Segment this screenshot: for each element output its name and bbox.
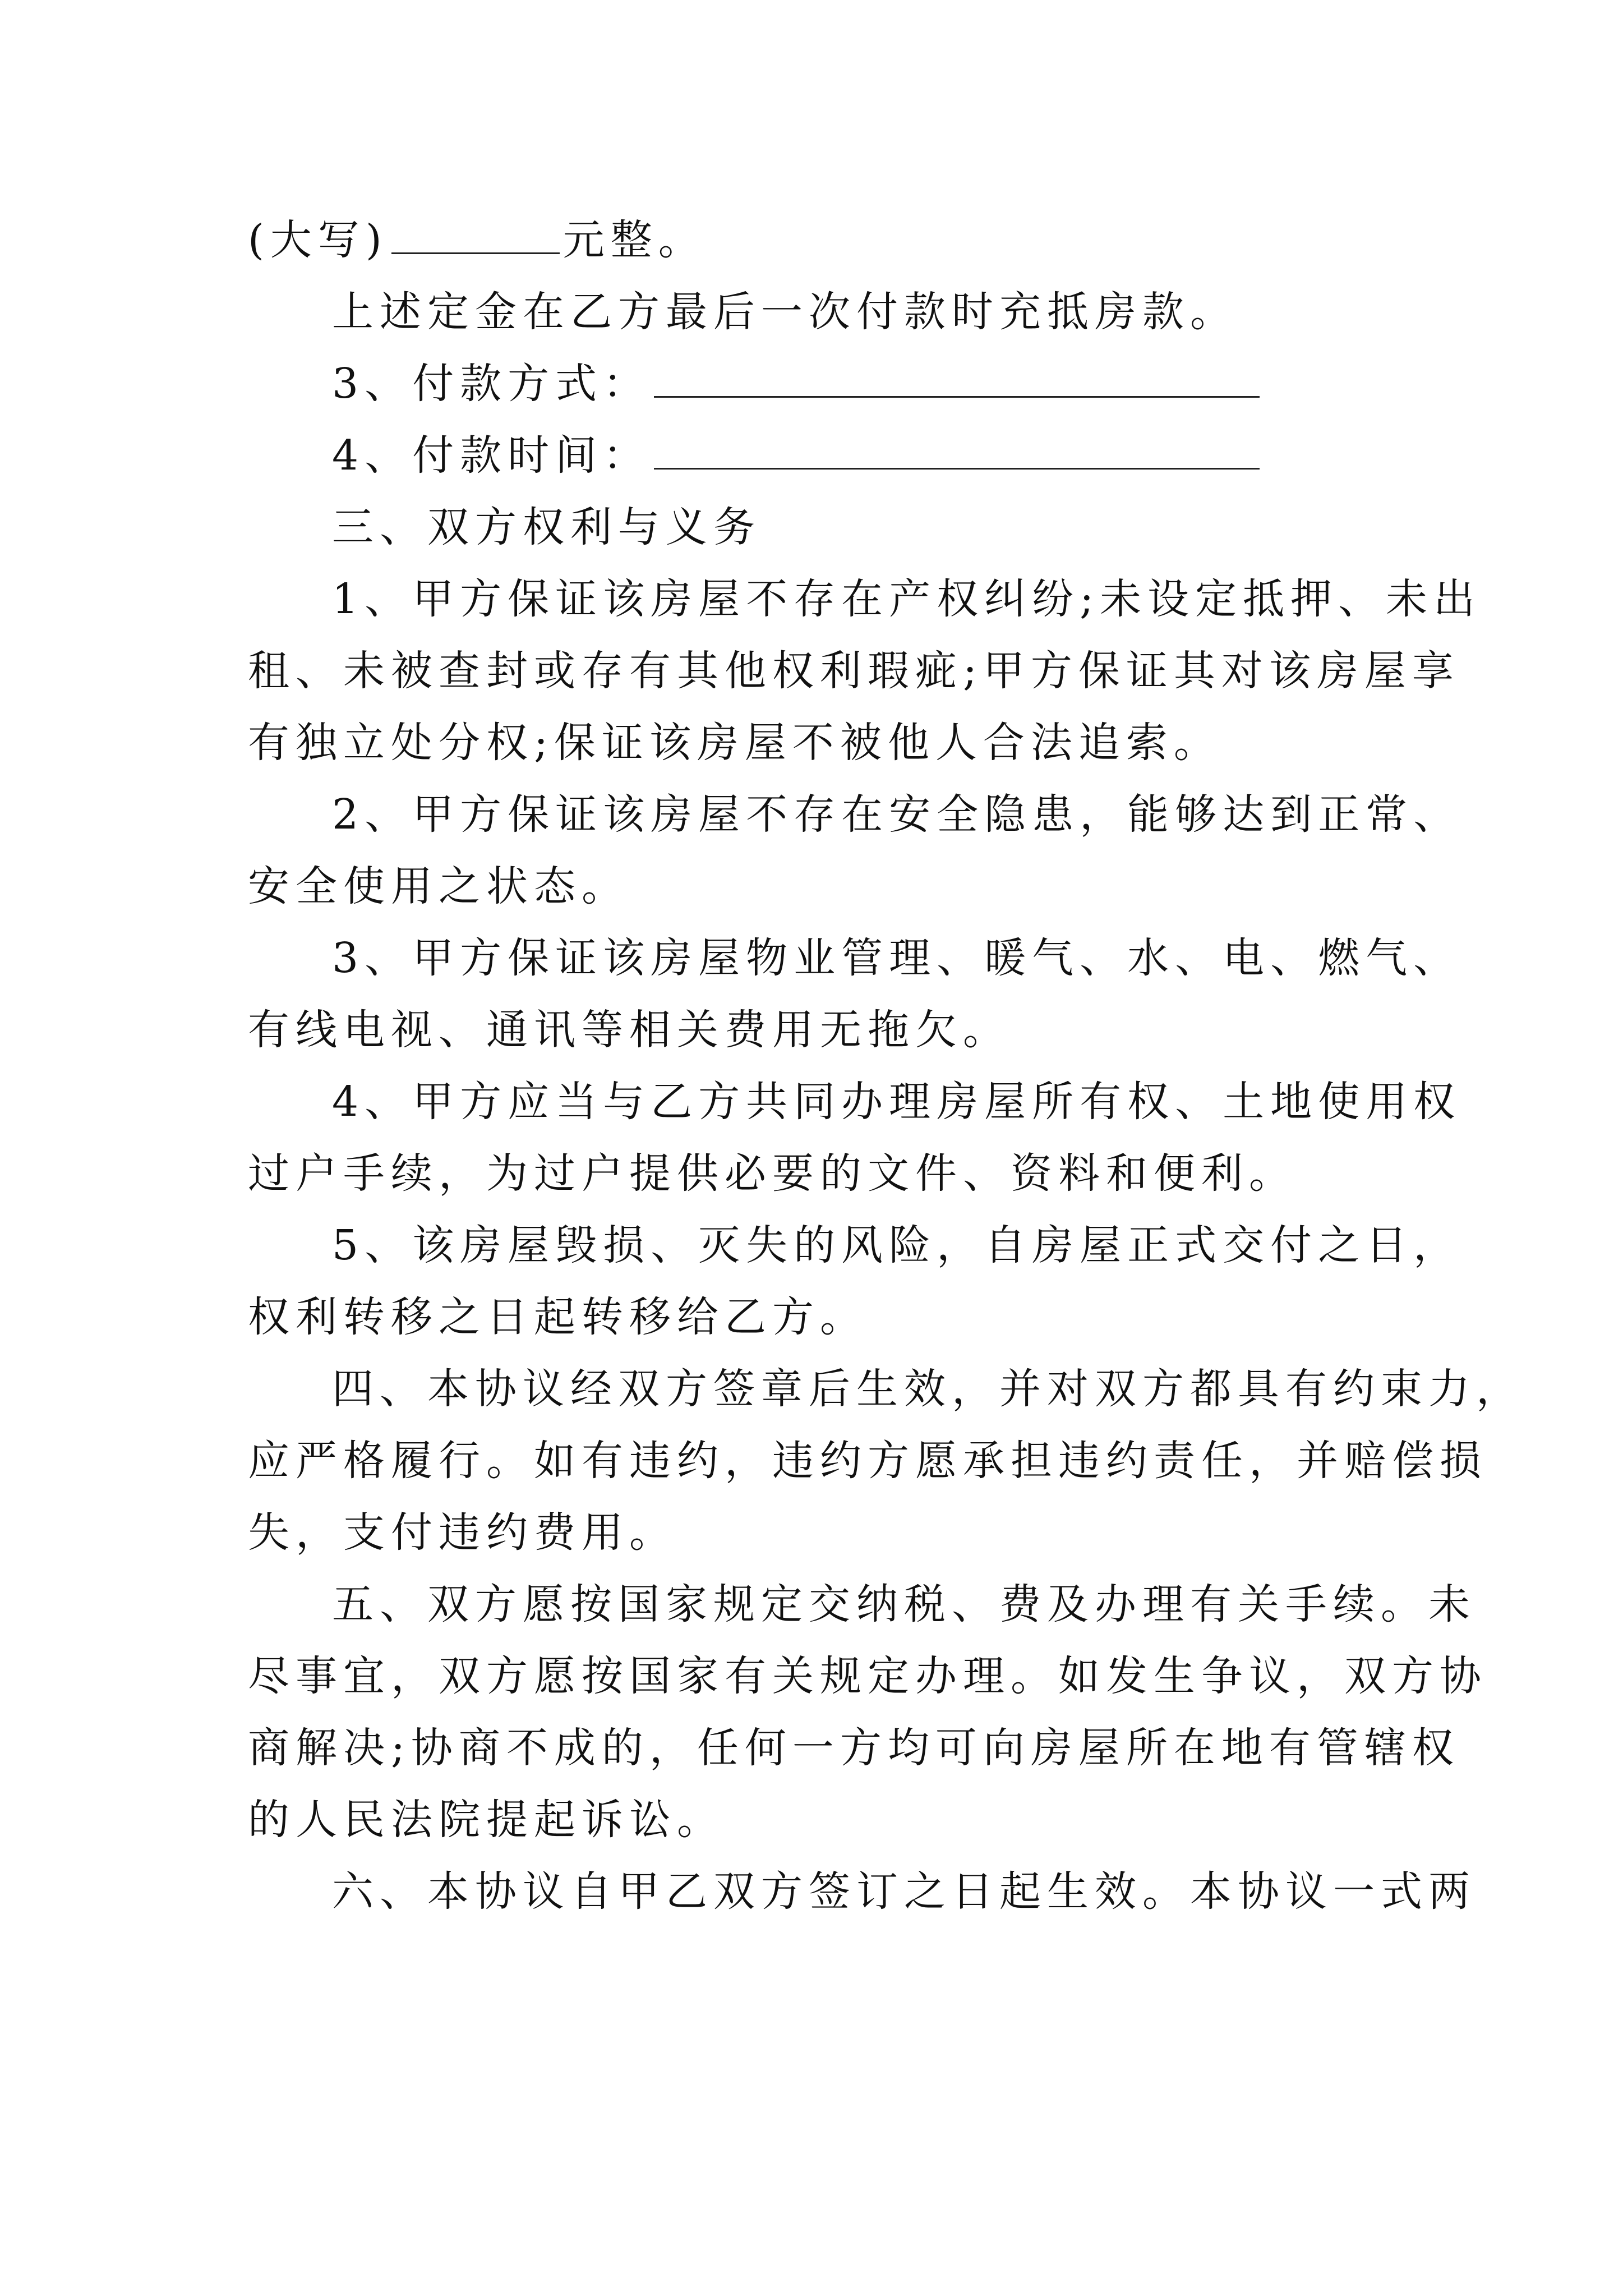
- amount-in-words-blank: [391, 218, 560, 254]
- clause-5-line-2: 权利转移之日起转移给乙方。: [248, 1293, 868, 1341]
- section-5-line-4: 的人民法院提起诉讼。: [248, 1796, 725, 1844]
- clause-1-line-3: 有独立处分权;保证该房屋不被他人合法追索。: [248, 719, 1221, 767]
- payment-time-blank: [654, 433, 1260, 470]
- section-5-line-3: 商解决;协商不成的，任何一方均可向房屋所在地有管辖权: [248, 1724, 1460, 1772]
- clause-3-line-1: 3、甲方保证该房屋物业管理、暖气、水、电、燃气、: [332, 934, 1461, 982]
- payment-time-label: 4、付款时间：: [332, 431, 651, 480]
- payment-method-label: 3、付款方式：: [332, 360, 651, 408]
- section-4-line-2: 应严格履行。如有违约，违约方愿承担违约责任，并赔偿损: [248, 1437, 1487, 1485]
- clause-3-line-2: 有线电视、通讯等相关费用无拖欠。: [248, 1006, 1011, 1054]
- clause-1-line-1: 1、甲方保证该房屋不存在产权纠纷;未设定抵押、未出: [332, 575, 1482, 623]
- clause-2-line-2: 安全使用之状态。: [248, 862, 629, 910]
- clause-4-line-1: 4、甲方应当与乙方共同办理房屋所有权、土地使用权: [332, 1078, 1461, 1126]
- section-4-line-1: 四、本协议经双方签章后生效，并对双方都具有约束力，: [332, 1365, 1524, 1413]
- deposit-offset-paragraph: 上述定金在乙方最后一次付款时充抵房款。: [332, 288, 1238, 336]
- clause-2-line-1: 2、甲方保证该房屋不存在安全隐患，能够达到正常、: [332, 790, 1461, 839]
- clause-4-line-2: 过户手续，为过户提供必要的文件、资料和便利。: [248, 1149, 1297, 1198]
- section-5-line-2: 尽事宜，双方愿按国家有关规定办理。如发生争议，双方协: [248, 1652, 1487, 1700]
- section-6-line-1: 六、本协议自甲乙双方签订之日起生效。本协议一式两: [332, 1867, 1476, 1916]
- amount-in-words-label: (大写): [248, 216, 388, 264]
- payment-method-line: [332, 357, 1263, 411]
- section-5-line-1: 五、双方愿按国家规定交纳税、费及办理有关手续。未: [332, 1580, 1476, 1628]
- clause-1-line-2: 租、未被查封或存有其他权利瑕疵;甲方保证其对该房屋享: [248, 647, 1460, 695]
- clause-5-line-1: 5、该房屋毁损、灭失的风险，自房屋正式交付之日，: [332, 1221, 1461, 1269]
- section-heading-rights: 三、双方权利与义务: [332, 503, 761, 551]
- payment-time-line: [332, 429, 1263, 482]
- payment-method-blank: [654, 361, 1260, 398]
- amount-in-words-line: [248, 213, 706, 267]
- amount-unit-label: 元整。: [562, 216, 706, 264]
- section-4-line-3: 失，支付违约费用。: [248, 1508, 677, 1557]
